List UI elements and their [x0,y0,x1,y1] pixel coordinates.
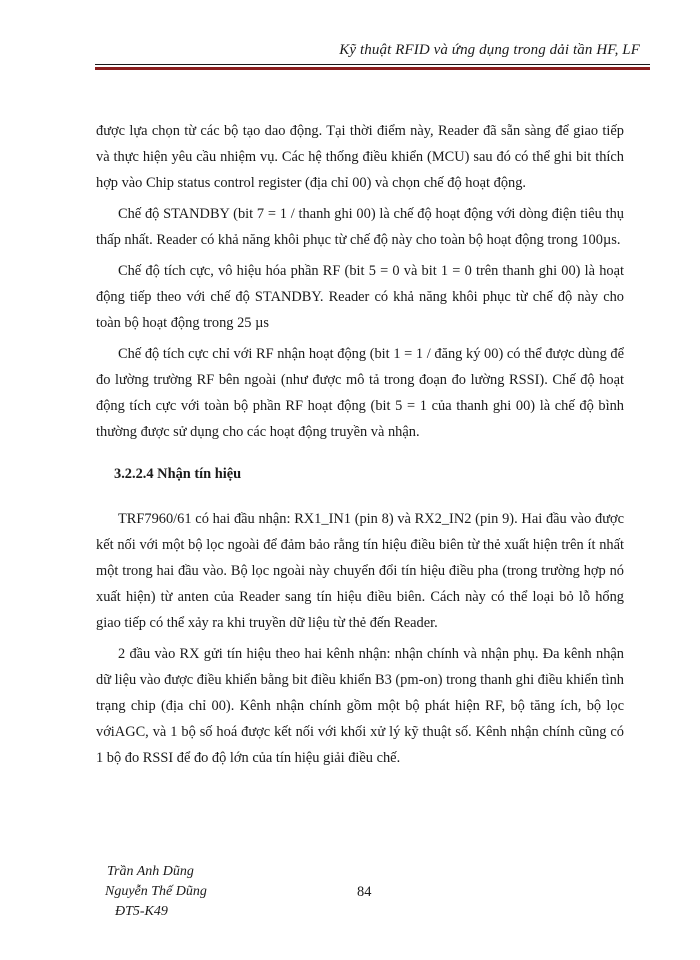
author-name: Trần Anh Dũng [107,864,194,879]
footer-authors [107,862,207,922]
paragraph-active-rf-receive: Chế độ tích cực chỉ với RF nhận hoạt động (bit 1 = 1 / đăng ký 00) có thể được dùng để đo lường trường RF bên ngoài (như được mô tả trong đoạn đo lường RSSI). Chế độ hoạt động tích cực với toàn bộ phần RF hoạt động (bit 5 = 1 của thanh ghi 00) là chế độ bình thường được sử dụng cho các hoạt động truyền và nhận. [96,346,624,440]
paragraph-continuation: được lựa chọn từ các bộ tạo dao động. Tại thời điểm này, Reader đã sẵn sàng để giao tiếp và thực hiện yêu cầu nhiệm vụ. Các hệ thống điều khiển (MCU) sau đó có thể ghi bit thích hợp vào Chip status control register (địa chỉ 00) và chọn chế độ hoạt động. [96,123,624,191]
paragraph-active-rf-off: Chế độ tích cực, vô hiệu hóa phần RF (bit 5 = 0 và bit 1 = 0 trên thanh ghi 00) là hoạt động tiếp theo với chế độ STANDBY. Reader có khả năng khôi phục từ chế độ này cho toàn bộ hoạt động trong 25 µs [96,263,624,331]
paragraph-standby: Chế độ STANDBY (bit 7 = 1 / thanh ghi 00) là chế độ hoạt động với dòng điện tiêu thụ thấp nhất. Reader có khả năng khôi phục từ chế độ này cho toàn bộ hoạt động trong 100µs. [96,206,624,248]
page-number: 84 [357,884,372,900]
section-heading: 3.2.2.4 Nhận tín hiệu [114,466,242,482]
page-body [96,118,624,776]
author-name: Nguyễn Thế Dũng [105,884,207,899]
class-code: ĐT5-K49 [115,904,168,919]
paragraph-receive-inputs: TRF7960/61 có hai đầu nhận: RX1_IN1 (pin 8) và RX2_IN2 (pin 9). Hai đầu vào được kết nối với một bộ lọc ngoài để đảm bảo rằng tín hiệu điều biên từ thẻ xuất hiện trên ít nhất một trong hai đầu vào. Bộ lọc ngoài này chuyển đổi tín hiệu điều pha (trong trường hợp nó xuất hiện) từ anten của Reader sang tín hiệu điều biên. Cách này có thể loại bỏ lỗ hổng giao tiếp có thể xảy ra khi truyền dữ liệu từ thẻ đến Reader. [96,511,624,631]
running-header-title: Kỹ thuật RFID và ứng dụng trong dải tần HF, LF [339,42,640,58]
header-rule-thick [95,67,650,70]
paragraph-receive-channels: 2 đầu vào RX gửi tín hiệu theo hai kênh nhận: nhận chính và nhận phụ. Đa kênh nhận dữ liệu vào được điều khiển bằng bit điều khiển B3 (pm-on) trong thanh ghi điều khiển tình trạng chip (địa chỉ 00). Kênh nhận chính gồm một bộ phát hiện RF, bộ tăng ích, bộ lọc vớiAGC, và 1 bộ số hoá được kết nối với khối xử lý kỹ thuật số. Kênh nhận chính cũng có 1 bộ đo RSSI để đo độ lớn của tín hiệu giải điều chế. [96,646,624,766]
header-rule-thin [95,64,650,65]
